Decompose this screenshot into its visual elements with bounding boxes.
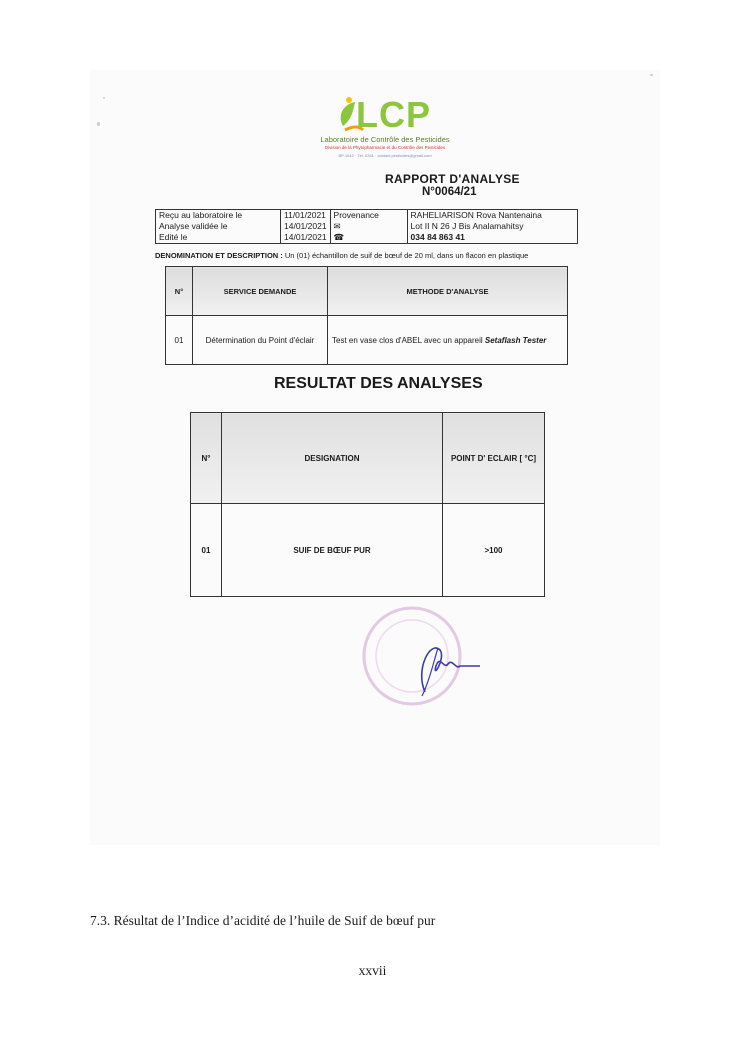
service-header-service: SERVICE DEMANDE: [193, 267, 328, 316]
service-row-service: Détermination du Point d'éclair: [193, 316, 328, 365]
table-row: [166, 316, 568, 365]
denomination-text: Un (01) échantillon de suif de bœuf de 20 ml, dans un flacon en plastique: [284, 251, 529, 260]
denomination-line: [155, 251, 528, 260]
results-row-value: >100: [443, 504, 545, 597]
report-title: RAPPORT D'ANALYSE: [385, 172, 520, 186]
service-row-num: 01: [166, 316, 193, 365]
official-stamp-signature-icon: [360, 600, 480, 710]
provenance-address: Lot II N 26 J Bis Analamahitsy: [410, 221, 524, 231]
results-header-flashpoint: POINT D' ECLAIR [ °C]: [443, 413, 545, 504]
page-number: xxvii: [358, 963, 387, 978]
info-labels-cell: [156, 210, 281, 244]
info-date: 14/01/2021: [284, 232, 327, 242]
service-row-method-cell: [328, 316, 568, 365]
info-date: 11/01/2021: [284, 210, 326, 220]
logo-text: LCP: [356, 94, 431, 135]
provenance-phone: 034 84 863 41: [410, 232, 465, 242]
scan-speck: [650, 74, 653, 76]
lab-division: Division de la Phytopharmacie et du Contrôle des Pesticides: [324, 145, 446, 150]
service-header-num: N°: [166, 267, 193, 316]
provenance-details-cell: [407, 210, 577, 244]
lab-contact: BP 1042 · Tél. 0341 · contact.pesticides@gmail.com: [338, 153, 432, 158]
results-row-num: 01: [191, 504, 222, 597]
phone-icon: ☎: [333, 232, 345, 242]
lab-name: Laboratoire de Contrôle des Pesticides: [320, 135, 450, 144]
results-header-num: N°: [191, 413, 222, 504]
results-title: RESULTAT DES ANALYSES: [274, 375, 483, 392]
service-row-method: Test en vase clos d'ABEL avec un appareil: [332, 335, 483, 345]
info-label: Reçu au laboratoire le: [159, 210, 243, 220]
caption: 7.3. Résultat de l’Indice d’acidité de l’huile de Suif de bœuf pur: [90, 913, 436, 928]
results-table: [190, 412, 545, 597]
info-label: Edité le: [159, 232, 188, 242]
info-label: Analyse validée le: [159, 221, 228, 231]
table-row: [191, 504, 545, 597]
info-dates-cell: [281, 210, 331, 244]
envelope-icon: ✉: [333, 221, 341, 231]
denomination-label: DENOMINATION ET DESCRIPTION :: [155, 251, 283, 260]
scan-speck: [103, 97, 105, 99]
provenance-name: RAHELIARISON Rova Nantenaina: [410, 210, 542, 220]
info-date: 14/01/2021: [284, 221, 327, 231]
service-header-method: METHODE D'ANALYSE: [328, 267, 568, 316]
service-row-method-instrument: Setaflash Tester: [484, 335, 547, 345]
reception-info-table: [155, 209, 578, 244]
report-number: N°0064/21: [422, 186, 477, 198]
scan-speck: [97, 122, 100, 126]
results-header-designation: DESIGNATION: [222, 413, 443, 504]
results-row-designation: SUIF DE BŒUF PUR: [222, 504, 443, 597]
service-table: [165, 266, 568, 365]
provenance-label: Provenance: [333, 210, 379, 220]
provenance-label-cell: [330, 210, 407, 244]
